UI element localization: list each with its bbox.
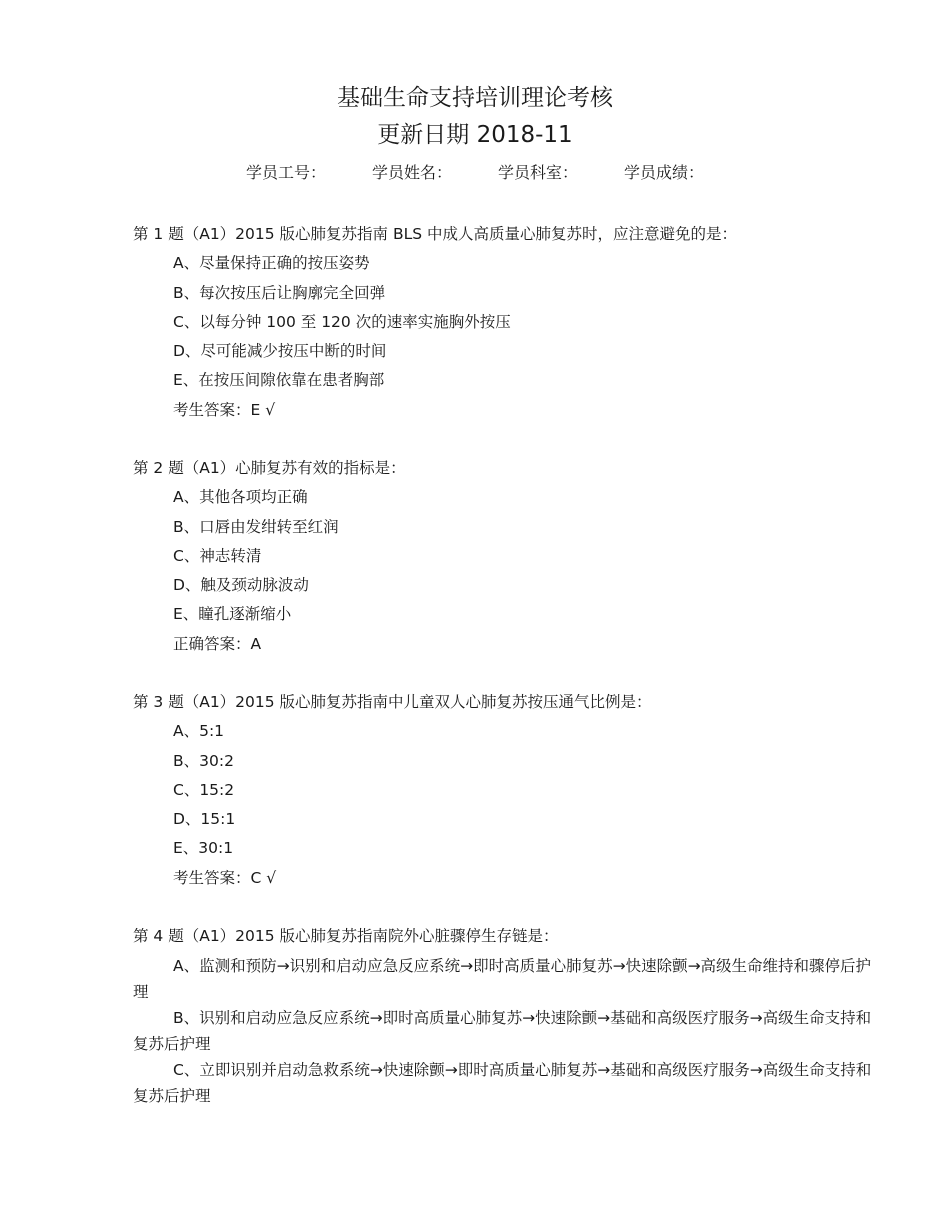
answer-line: 考生答案：E √: [173, 400, 276, 419]
question-title: 第 3 题（A1）2015 版心肺复苏指南中儿童双人心肺复苏按压通气比例是：: [133, 693, 652, 711]
option-c: C、立即识别并启动急救系统→快速除颤→即时高质量心肺复苏→基础和高级医疗服务→高级生命支持和复苏后护理: [133, 1061, 872, 1106]
option-e: E、瞳孔逐渐缩小: [173, 605, 292, 624]
question-3: [0, 688, 950, 893]
student-department-label: 学员科室：: [498, 163, 579, 182]
option-d: D、15:1: [173, 810, 236, 829]
question-1: [0, 220, 950, 425]
option-a: A、尽量保持正确的按压姿势: [173, 254, 370, 273]
question-title: 第 4 题（A1）2015 版心肺复苏指南院外心脏骤停生存链是：: [133, 927, 559, 945]
option-a: A、其他各项均正确: [173, 488, 308, 507]
option-a: A、5:1: [173, 722, 225, 741]
option-d: D、尽可能减少按压中断的时间: [173, 342, 387, 361]
question-4: [0, 922, 950, 1109]
option-b: B、识别和启动应急反应系统→即时高质量心肺复苏→快速除颤→基础和高级医疗服务→高级生命支持和复苏后护理: [133, 1009, 872, 1054]
student-id-label: 学员工号：: [245, 163, 326, 182]
option-a: A、监测和预防→识别和启动应急反应系统→即时高质量心肺复苏→快速除颤→高级生命维持和骤停后护理: [133, 957, 872, 1002]
option-e: E、在按压间隙依靠在患者胸部: [173, 371, 385, 390]
option-b: B、口唇由发绀转至红润: [173, 517, 339, 536]
question-title: 第 1 题（A1）2015 版心肺复苏指南 BLS 中成人高质量心肺复苏时，应注意避免的是：: [133, 225, 738, 243]
option-c: C、神志转清: [173, 546, 262, 565]
option-d: D、触及颈动脉波动: [173, 576, 309, 595]
update-date: 更新日期 2018-11: [377, 122, 573, 148]
question-title: 第 2 题（A1）心肺复苏有效的指标是：: [133, 459, 406, 477]
page-title: 基础生命支持培训理论考核: [337, 85, 613, 111]
student-info-row: [0, 161, 950, 185]
option-b: B、30:2: [173, 751, 234, 770]
student-score-label: 学员成绩：: [624, 163, 705, 182]
student-name-label: 学员姓名：: [371, 163, 452, 182]
option-e: E、30:1: [173, 839, 234, 858]
option-c: C、15:2: [173, 780, 235, 799]
question-2: [0, 454, 950, 659]
answer-line: 正确答案：A: [173, 634, 262, 653]
option-c: C、以每分钟 100 至 120 次的速率实施胸外按压: [173, 312, 511, 331]
answer-line: 考生答案：C √: [173, 868, 277, 887]
option-b: B、每次按压后让胸廓完全回弹: [173, 283, 386, 302]
